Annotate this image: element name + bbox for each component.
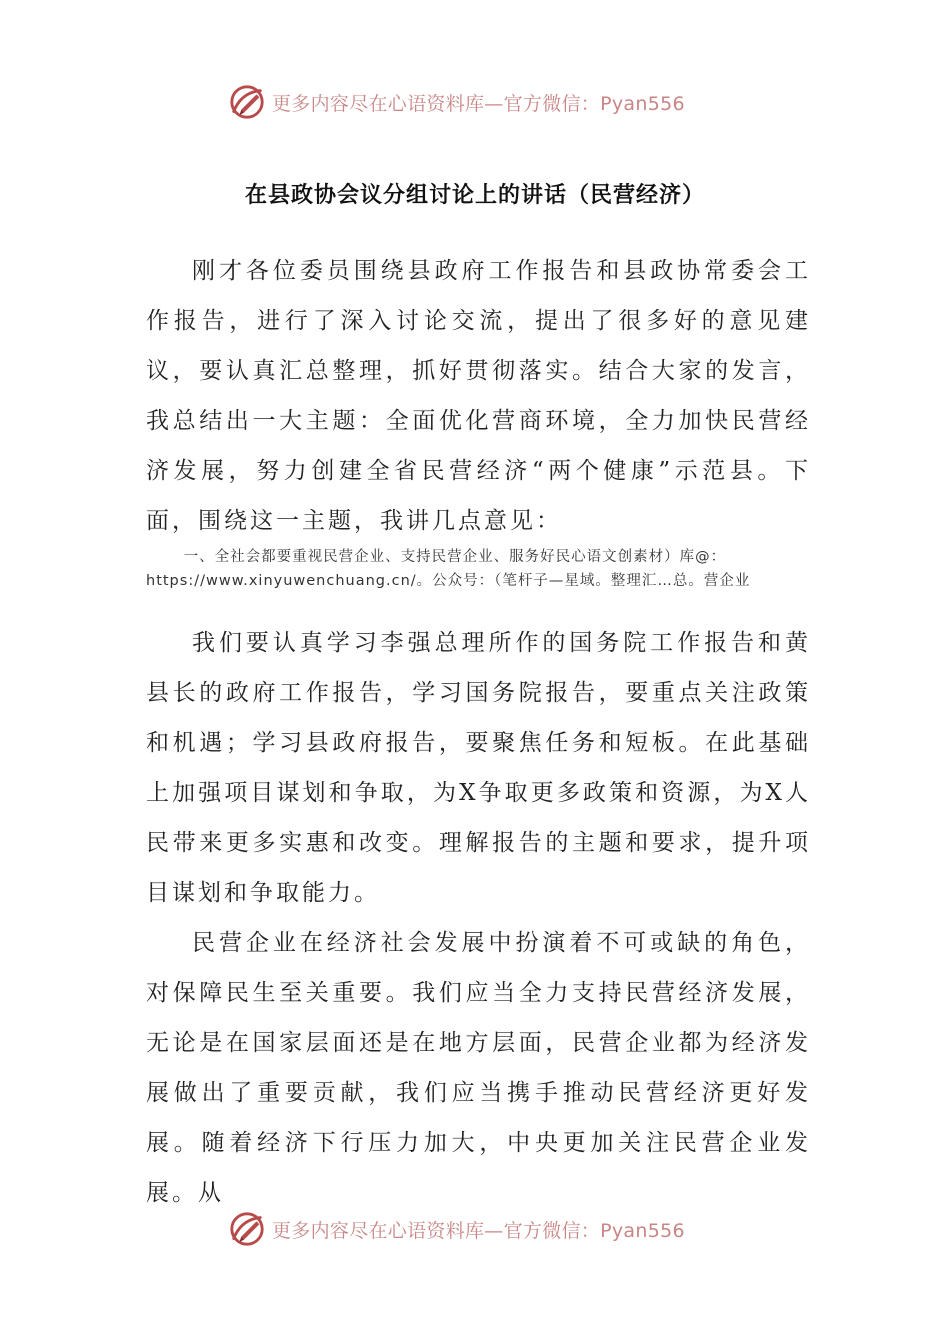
footer-banner [228,1207,728,1251]
pen-logo-icon [228,83,266,121]
paragraph-2: 我们要认真学习李强总理所作的国务院工作报告和黄县长的政府工作报告，学习国务院报告，要重点关注政策和机遇；学习县政府报告，要聚焦任务和短板。在此基础上加强项目谋划和争取，为X争取更多政策和资源，为X人民带来更多实惠和改变。理解报告的主题和要求，提升项目谋划和争取能力。 [146,630,811,906]
banner-wechat: Pyan556 [600,92,685,115]
banner-text: 更多内容尽在心语资料库—官方微信： [272,1219,601,1242]
paragraph-3: 民营企业在经济社会发展中扮演着不可或缺的角色，对保障民生至关重要。我们应当全力支持民营经济发展，无论是在国家层面还是在地方层面，民营企业都为经济发展做出了重要贡献，我们应当携手推动民营经济更好发展。随着经济下行压力加大，中央更加关注民营企业发展。从 [146,930,811,1206]
banner-text: 更多内容尽在心语资料库—官方微信： [272,92,601,115]
document-title: 在县政协会议分组讨论上的讲话（民营经济） [244,182,705,208]
banner-wechat: Pyan556 [600,1219,685,1242]
paragraph-1: 刚才各位委员围绕县政府工作报告和县政协常委会工作报告，进行了深入讨论交流，提出了很多好的意见建议，要认真汇总整理，抓好贯彻落实。结合大家的发言，我总结出一大主题：全面优化营商环境，全力加快民营经济发展，努力创建全省民营经济“两个健康”示范县。下面，围绕这一主题，我讲几点意见： [146,258,811,534]
pen-logo-icon [228,1210,266,1248]
section-heading-1: 一、全社会都要重视民营企业、支持民营企业、服务好民心语文创素材）库@：https://www.xinyuwenchuang.cn/。公众号：（笔杆子—星域。整理汇…总。营企业 [146,549,751,589]
header-banner [228,80,728,124]
